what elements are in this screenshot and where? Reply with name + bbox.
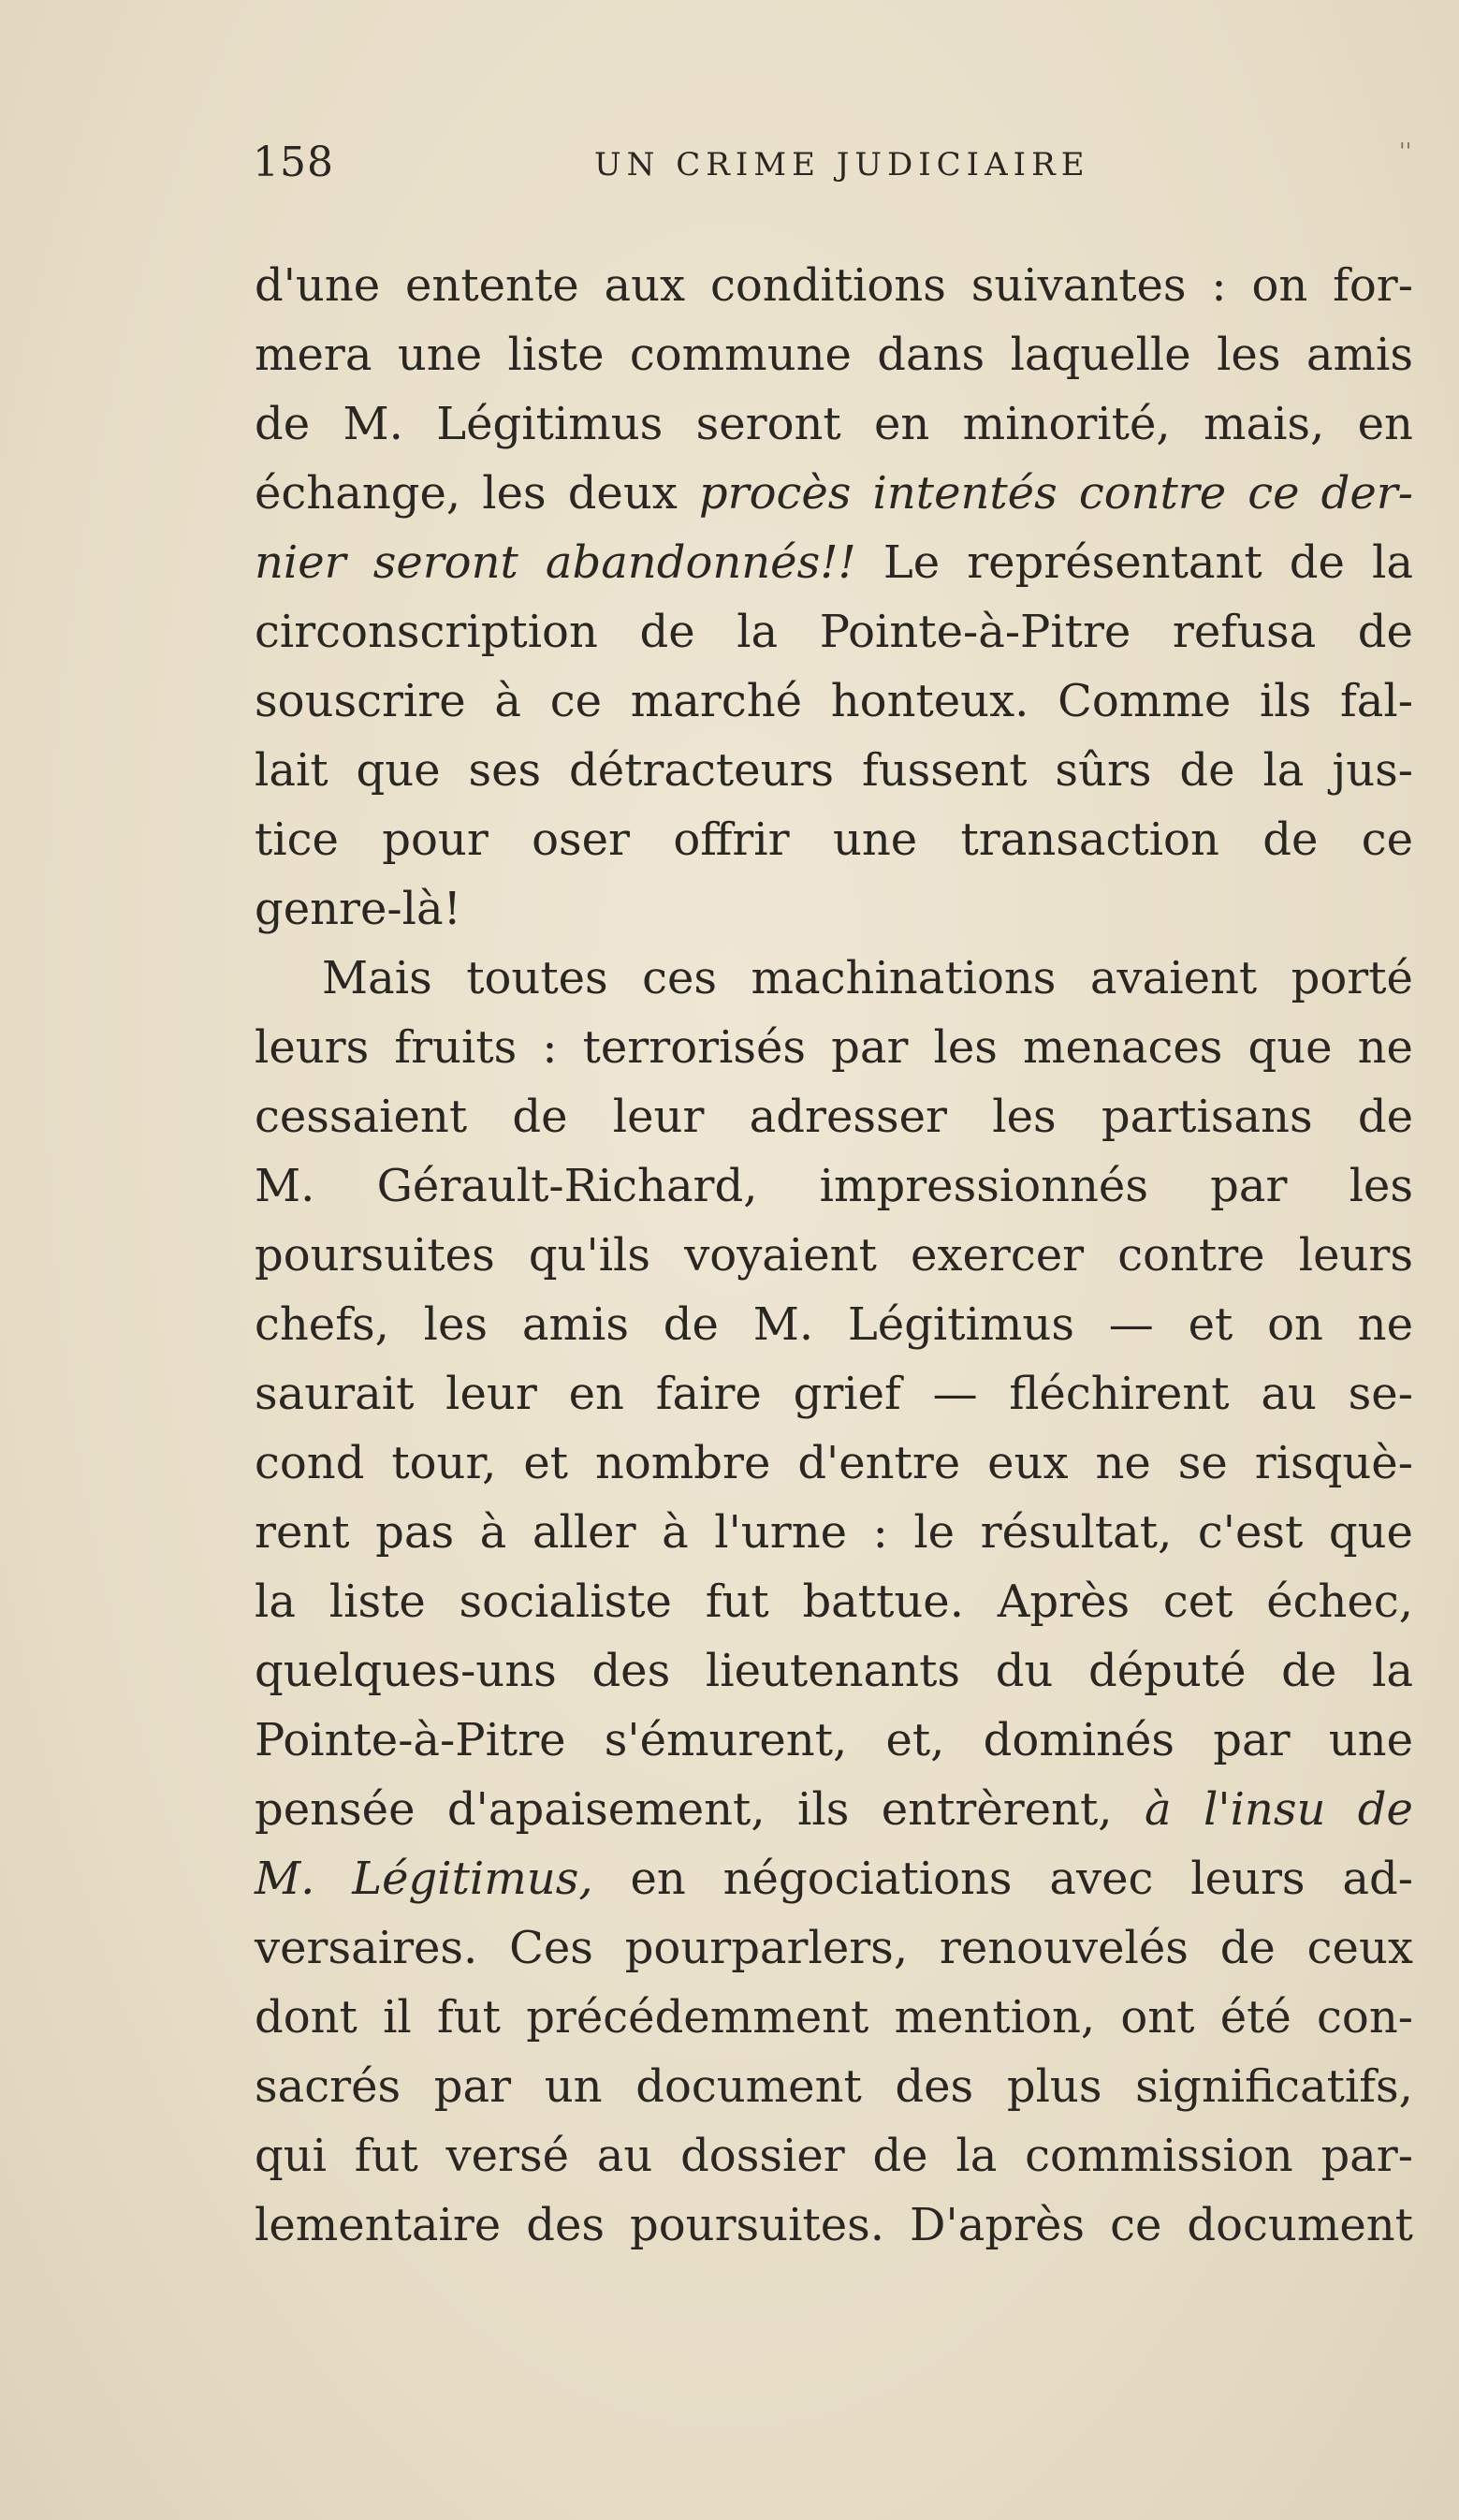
word: dans xyxy=(877,329,985,381)
word: de xyxy=(512,1091,568,1143)
word: au xyxy=(596,2130,653,2182)
word: renouvelés xyxy=(939,1922,1189,1974)
word: résultat, xyxy=(980,1506,1173,1559)
word: s'émurent, xyxy=(604,1714,848,1766)
word: Pointe-à-Pitre xyxy=(819,606,1131,658)
word: mais, xyxy=(1203,398,1325,450)
word: impressionnés xyxy=(819,1160,1148,1212)
word: refusa xyxy=(1172,606,1317,658)
word: des xyxy=(526,2199,605,2251)
word: pensée xyxy=(255,1783,416,1836)
word: quelques-uns xyxy=(255,1645,557,1697)
word: sûrs xyxy=(1055,744,1152,797)
running-title: UN CRIME JUDICIAIRE xyxy=(594,146,1090,183)
word: de xyxy=(255,398,311,450)
word: M. xyxy=(343,398,403,450)
word: que xyxy=(356,744,441,797)
word: versé xyxy=(445,2130,570,2182)
word: lementaire xyxy=(255,2199,502,2251)
word: de xyxy=(872,2130,928,2182)
word: risquè- xyxy=(1254,1437,1413,1489)
text-line xyxy=(255,528,1413,597)
word: Mais xyxy=(322,952,432,1004)
word: une xyxy=(1328,1714,1413,1766)
word: précédemment xyxy=(526,1991,869,2044)
word: fut xyxy=(437,1991,501,2044)
text-line xyxy=(255,1498,1413,1567)
word: M. xyxy=(255,1853,315,1905)
word: en xyxy=(874,398,930,450)
word: se- xyxy=(1348,1368,1413,1420)
word: en xyxy=(1357,398,1413,450)
word: toutes xyxy=(466,952,608,1004)
word: cet xyxy=(1162,1575,1233,1628)
word: for- xyxy=(1333,259,1413,312)
word: de xyxy=(1281,1645,1337,1697)
word: D'après xyxy=(910,2199,1086,2251)
word: liste xyxy=(507,329,605,381)
word: sacrés xyxy=(255,2060,401,2113)
word: et, xyxy=(885,1714,945,1766)
corner-mark: '' xyxy=(1399,139,1412,165)
word: de xyxy=(1357,606,1413,658)
word: ceux xyxy=(1306,1922,1413,1974)
text-line xyxy=(255,1082,1413,1151)
word: de xyxy=(1289,536,1345,589)
word: on xyxy=(1267,1298,1323,1351)
word: c'est xyxy=(1197,1506,1304,1559)
word: Légitimus, xyxy=(352,1853,593,1905)
word: mention, xyxy=(894,1991,1096,2044)
word: avec xyxy=(1049,1853,1154,1905)
word: aller xyxy=(532,1506,636,1559)
text-line xyxy=(255,597,1413,667)
word: fut xyxy=(354,2130,418,2182)
word: les xyxy=(1217,329,1281,381)
text-line xyxy=(255,874,1413,944)
word: les xyxy=(1349,1160,1413,1212)
word: abandonnés!! xyxy=(545,536,856,589)
word: seront xyxy=(372,536,518,589)
word: et xyxy=(1188,1298,1233,1351)
word: terrorisés xyxy=(582,1021,807,1074)
word: Le xyxy=(883,536,941,589)
word: avaient xyxy=(1089,952,1258,1004)
word: poursuites. xyxy=(630,2199,884,2251)
word: suivantes xyxy=(970,259,1187,312)
word: marché xyxy=(630,675,803,727)
word: souscrire xyxy=(255,675,466,727)
word: une xyxy=(397,329,483,381)
text-line xyxy=(255,1844,1413,1913)
word: ces xyxy=(642,952,718,1004)
word: d'apaisement, xyxy=(446,1783,766,1836)
word: des xyxy=(591,1645,671,1697)
word: : xyxy=(542,1021,558,1074)
text-line xyxy=(255,2052,1413,2121)
word: à xyxy=(1144,1783,1172,1836)
text-line xyxy=(255,805,1413,874)
text-line xyxy=(255,459,1413,528)
word: les xyxy=(423,1298,489,1351)
word: Après xyxy=(997,1575,1131,1628)
word: : xyxy=(872,1506,888,1559)
word: lieutenants xyxy=(705,1645,960,1697)
word: der- xyxy=(1320,467,1413,520)
word: deux xyxy=(567,467,678,520)
word: conditions xyxy=(709,259,946,312)
word: menaces xyxy=(1023,1021,1223,1074)
word: Ces xyxy=(509,1922,593,1974)
word: cessaient xyxy=(255,1091,468,1143)
word: et xyxy=(523,1437,569,1489)
word: de xyxy=(663,1298,719,1351)
word: significatifs, xyxy=(1135,2060,1413,2113)
text-line xyxy=(255,1290,1413,1359)
text-line xyxy=(255,1428,1413,1498)
word: versaires. xyxy=(255,1922,478,1974)
word: de xyxy=(1219,1922,1276,1974)
word: l'urne xyxy=(714,1506,848,1559)
word: dominés xyxy=(983,1714,1175,1766)
word: échange, xyxy=(255,467,461,520)
word: la xyxy=(1371,536,1413,589)
word: minorité, xyxy=(962,398,1171,450)
word: pour xyxy=(382,813,489,866)
word: qu'ils xyxy=(528,1229,651,1282)
page-number: 158 xyxy=(253,139,334,186)
word: contre xyxy=(1117,1229,1265,1282)
word: cond xyxy=(255,1437,365,1489)
word: fut xyxy=(705,1575,769,1628)
word: une xyxy=(832,813,918,866)
word: jus- xyxy=(1332,744,1413,797)
text-line xyxy=(255,1913,1413,1983)
word: les xyxy=(992,1091,1057,1143)
word: transaction xyxy=(960,813,1219,866)
text-line xyxy=(255,1567,1413,1636)
word: ne xyxy=(1095,1437,1151,1489)
word: ils xyxy=(1259,675,1312,727)
word: à xyxy=(662,1506,689,1559)
page-header xyxy=(253,139,1413,195)
word: pourparlers, xyxy=(624,1922,909,1974)
word: en xyxy=(568,1368,624,1420)
word: la xyxy=(1262,744,1305,797)
word: amis xyxy=(1306,329,1413,381)
text-line xyxy=(255,320,1413,389)
text-line xyxy=(255,1359,1413,1428)
word: porté xyxy=(1291,952,1413,1004)
word: par xyxy=(831,1021,909,1074)
text-line xyxy=(255,2121,1413,2190)
word: député xyxy=(1088,1645,1247,1697)
word: Comme xyxy=(1058,675,1232,727)
word: par xyxy=(433,2060,512,2113)
word: honteux. xyxy=(830,675,1029,727)
word: se xyxy=(1177,1437,1228,1489)
word: que xyxy=(1328,1506,1413,1559)
word: nombre xyxy=(594,1437,771,1489)
word: document xyxy=(1187,2199,1413,2251)
word: ce xyxy=(1110,2199,1162,2251)
word: procès xyxy=(698,467,852,520)
word: leurs xyxy=(1298,1229,1413,1282)
text-line xyxy=(255,736,1413,805)
word: fal- xyxy=(1340,675,1413,727)
word: rent xyxy=(255,1506,350,1559)
word: à xyxy=(479,1506,507,1559)
word: contre xyxy=(1078,467,1227,520)
word: entrèrent, xyxy=(881,1783,1113,1836)
word: document xyxy=(635,2060,862,2113)
word: ils xyxy=(797,1783,850,1836)
text-line xyxy=(255,944,1413,1013)
text-line xyxy=(255,1151,1413,1221)
word: Légitimus xyxy=(847,1298,1074,1351)
word: les xyxy=(482,467,547,520)
word: ce xyxy=(1247,467,1300,520)
word: ce xyxy=(1361,813,1413,866)
text-line xyxy=(255,389,1413,459)
word: tour, xyxy=(391,1437,497,1489)
word: de xyxy=(1262,813,1319,866)
word: aux xyxy=(604,259,686,312)
word: ne xyxy=(1357,1021,1413,1074)
word: un xyxy=(544,2060,603,2113)
word: ce xyxy=(549,675,602,727)
word: par- xyxy=(1320,2130,1413,2182)
word: voyaient xyxy=(684,1229,877,1282)
word: la xyxy=(956,2130,998,2182)
word: adresser xyxy=(749,1091,947,1143)
text-line xyxy=(255,1221,1413,1290)
word: de xyxy=(1357,1091,1413,1143)
word: au xyxy=(1261,1368,1317,1420)
word: l'insu xyxy=(1204,1783,1326,1836)
word: saurait xyxy=(255,1368,415,1420)
word: qui xyxy=(255,2130,327,2182)
word: grief xyxy=(793,1368,901,1420)
word: faire xyxy=(655,1368,762,1420)
word: fruits xyxy=(394,1021,518,1074)
word: socialiste xyxy=(459,1575,672,1628)
word: il xyxy=(383,1991,412,2044)
word: eux xyxy=(987,1437,1069,1489)
word: circonscription xyxy=(255,606,598,658)
word: à xyxy=(494,675,521,727)
text-line xyxy=(255,1706,1413,1775)
word: des xyxy=(895,2060,974,2113)
word: été xyxy=(1219,1991,1291,2044)
word: fléchirent xyxy=(1009,1368,1230,1420)
text-line xyxy=(255,1983,1413,2052)
word: par xyxy=(1213,1714,1291,1766)
word: nier xyxy=(255,536,346,589)
word: mera xyxy=(255,329,372,381)
word: : xyxy=(1211,259,1227,312)
word: dont xyxy=(255,1991,357,2044)
word: par xyxy=(1210,1160,1288,1212)
word: pas xyxy=(375,1506,455,1559)
word: exercer xyxy=(911,1229,1085,1282)
word: amis xyxy=(521,1298,629,1351)
text-line xyxy=(255,251,1413,320)
word: en xyxy=(630,1853,686,1905)
word: partisans xyxy=(1101,1091,1313,1143)
word: M. xyxy=(752,1298,814,1351)
word: genre-là! xyxy=(255,883,461,935)
word: du xyxy=(995,1645,1054,1697)
word: négociations xyxy=(722,1853,1013,1905)
word: Légitimus xyxy=(436,398,664,450)
word: représentant xyxy=(967,536,1262,589)
word: la xyxy=(255,1575,296,1628)
word: la xyxy=(1372,1645,1413,1697)
word: ne xyxy=(1357,1298,1413,1351)
body-text xyxy=(255,251,1413,2260)
word: plus xyxy=(1006,2060,1102,2113)
word: dossier xyxy=(680,2130,845,2182)
text-line xyxy=(255,1636,1413,1706)
word: tice xyxy=(255,813,339,866)
word: leur xyxy=(445,1368,537,1420)
word: offrir xyxy=(673,813,790,866)
word: commune xyxy=(629,329,852,381)
word: ses xyxy=(468,744,542,797)
word: le xyxy=(913,1506,956,1559)
word: poursuites xyxy=(255,1229,495,1282)
word: machinations xyxy=(751,952,1057,1004)
word: — xyxy=(932,1368,978,1420)
word: intentés xyxy=(872,467,1058,520)
word: la xyxy=(737,606,779,658)
word: de xyxy=(639,606,695,658)
word: les xyxy=(933,1021,998,1074)
word: Pointe-à-Pitre xyxy=(255,1714,566,1766)
word: M. xyxy=(255,1160,315,1212)
word: que xyxy=(1247,1021,1333,1074)
word: d'entre xyxy=(797,1437,961,1489)
word: de xyxy=(1179,744,1235,797)
word: Gérault-Richard, xyxy=(376,1160,758,1212)
word: oser xyxy=(532,813,630,866)
word: fussent xyxy=(861,744,1028,797)
word: détracteurs xyxy=(569,744,835,797)
word: seront xyxy=(695,398,841,450)
word: d'une xyxy=(255,259,381,312)
word: ont xyxy=(1120,1991,1195,2044)
word: liste xyxy=(328,1575,426,1628)
text-line xyxy=(255,1013,1413,1082)
text-line xyxy=(255,667,1413,736)
text-line xyxy=(255,2190,1413,2260)
word: leurs xyxy=(1190,1853,1306,1905)
word: lait xyxy=(255,744,328,797)
word: ad- xyxy=(1342,1853,1413,1905)
word: échec, xyxy=(1266,1575,1413,1628)
word: de xyxy=(1357,1783,1413,1836)
word: battue. xyxy=(802,1575,964,1628)
word: — xyxy=(1108,1298,1154,1351)
word: leurs xyxy=(255,1021,370,1074)
word: entente xyxy=(405,259,579,312)
word: on xyxy=(1251,259,1308,312)
word: chefs, xyxy=(255,1298,389,1351)
word: laquelle xyxy=(1010,329,1191,381)
text-line xyxy=(255,1775,1413,1844)
word: leur xyxy=(612,1091,705,1143)
word: con- xyxy=(1317,1991,1413,2044)
word: commission xyxy=(1025,2130,1293,2182)
